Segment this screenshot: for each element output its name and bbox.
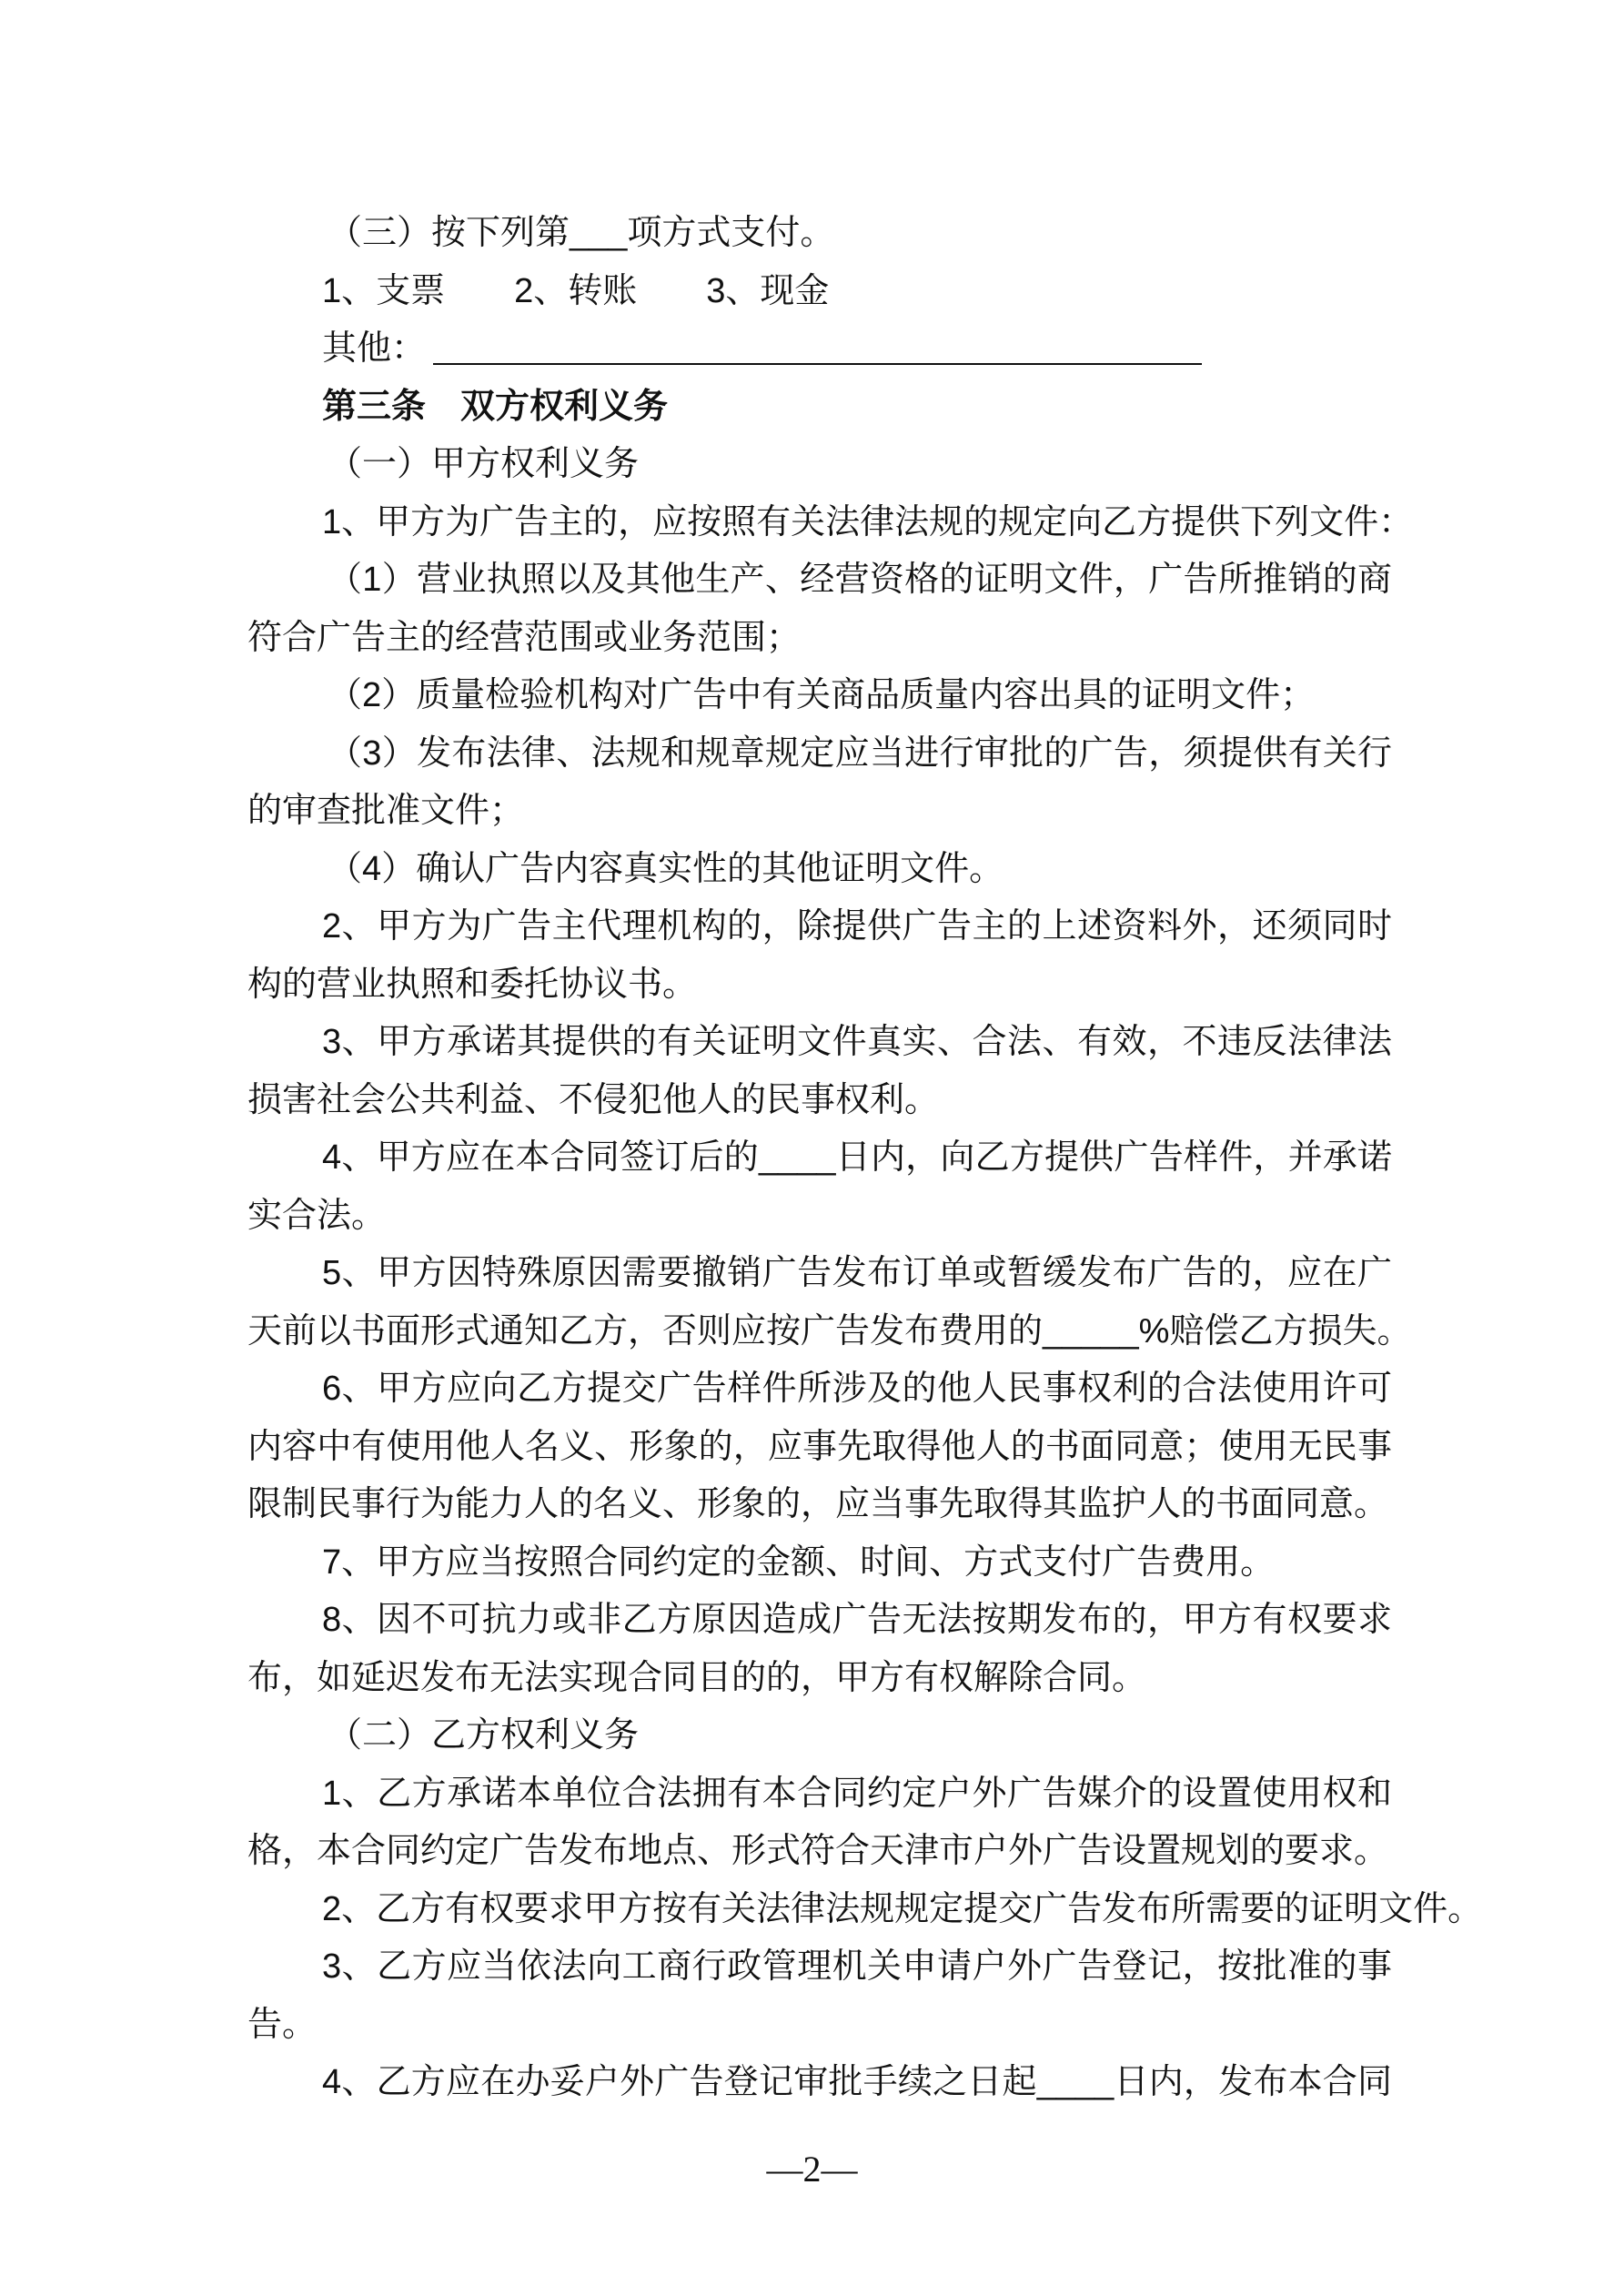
line-text: 格，本合同约定广告发布地点、形式符合天津市户外广告设置规划的要求。 xyxy=(247,1832,1389,1870)
text-line xyxy=(322,1360,1392,1418)
line-text: 内容中有使用他人名义、形象的，应事先取得他人的书面同意；使用无民事 xyxy=(247,1427,1392,1466)
text-line xyxy=(328,204,1392,262)
line-text: （一）甲方权利义务 xyxy=(328,445,640,483)
line-text: 5、甲方因特殊原因需要撤销广告发布订单或暂缓发布广告的，应在广 xyxy=(322,1254,1392,1292)
line-text: （2）质量检验机构对广告中有关商品质量内容出具的证明文件； xyxy=(328,676,1316,714)
text-line xyxy=(322,1591,1392,1649)
page-number: —2— xyxy=(766,2149,858,2190)
text-line xyxy=(328,840,1392,898)
line-text: （3）发布法律、法规和规章规定应当进行审批的广告，须提供有关行 xyxy=(328,733,1392,773)
line-text: （三）按下列第___项方式支付。 xyxy=(328,214,835,252)
text-line xyxy=(247,1996,1392,2054)
line-text: 损害社会公共利益、不侵犯他人的民事权利。 xyxy=(247,1080,940,1119)
line-text: 第三条 双方权利义务 xyxy=(322,387,669,426)
text-line xyxy=(247,609,1392,667)
section-heading xyxy=(322,378,1392,436)
line-text: 4、乙方应在办妥户外广告登记审批手续之日起____日内，发布本合同 xyxy=(322,2063,1392,2101)
text-line xyxy=(322,1128,1392,1187)
text-line xyxy=(322,1244,1392,1302)
line-text: 其他： xyxy=(322,329,427,368)
line-text: 2、乙方有权要求甲方按有关法律法规规定提交广告发布所需要的证明文件。 xyxy=(322,1889,1483,1928)
text-line xyxy=(247,1187,1392,1245)
text-line xyxy=(322,262,1392,320)
text-line xyxy=(247,1649,1392,1707)
text-line xyxy=(247,1302,1412,1360)
text-line xyxy=(328,666,1392,724)
line-text: 1、甲方为广告主的，应按照有关法律法规的规定向乙方提供下列文件： xyxy=(322,502,1414,541)
line-text: 7、甲方应当按照合同约定的金额、时间、方式支付广告费用。 xyxy=(322,1542,1276,1582)
text-line xyxy=(247,782,1392,840)
line-text: 实合法。 xyxy=(247,1196,387,1235)
line-text: 告。 xyxy=(247,2005,318,2044)
line-text: 8、因不可抗力或非乙方原因造成广告无法按期发布的，甲方有权要求 xyxy=(322,1601,1392,1639)
line-text: 构的营业执照和委托协议书。 xyxy=(247,965,698,1004)
line-text: （1）营业执照以及其他生产、经营资格的证明文件，广告所推销的商 xyxy=(328,561,1392,599)
text-line xyxy=(247,1071,1392,1129)
line-text: 布，如延迟发布无法实现合同目的的，甲方有权解除合同。 xyxy=(247,1658,1147,1697)
line-text: 天前以书面形式通知乙方，否则应按广告发布费用的_____%赔偿乙方损失。 xyxy=(247,1311,1412,1350)
text-line xyxy=(328,1706,1392,1765)
text-line xyxy=(322,1880,1483,1938)
line-text: 的审查批准文件； xyxy=(247,792,525,830)
text-line xyxy=(247,1418,1392,1476)
text-line xyxy=(328,551,1392,609)
text-line xyxy=(322,1765,1392,1823)
text-line xyxy=(322,1013,1392,1071)
text-line xyxy=(322,1937,1392,1996)
text-line xyxy=(322,897,1392,956)
text-line xyxy=(247,956,1392,1014)
line-text: （4）确认广告内容真实性的其他证明文件。 xyxy=(328,849,1004,888)
text-line xyxy=(322,493,1414,551)
text-line xyxy=(322,1533,1392,1592)
line-text: 3、甲方承诺其提供的有关证明文件真实、合法、有效，不违反法律法 xyxy=(322,1023,1392,1061)
line-text: 3、乙方应当依法向工商行政管理机关申请户外广告登记，按批准的事 xyxy=(322,1947,1392,1986)
line-text: 1、乙方承诺本单位合法拥有本合同约定户外广告媒介的设置使用权和 xyxy=(322,1774,1392,1813)
line-text: 符合广告主的经营范围或业务范围； xyxy=(247,618,802,657)
text-line xyxy=(247,1822,1392,1880)
text-line xyxy=(328,724,1392,783)
line-text: 2、甲方为广告主代理机构的，除提供广告主的上述资料外，还须同时 xyxy=(322,907,1392,946)
line-text: 4、甲方应在本合同签订后的____日内，向乙方提供广告样件，并承诺 xyxy=(322,1138,1392,1177)
line-text: 1、支票 2、转账 3、现金 xyxy=(322,271,830,310)
line-text: 限制民事行为能力人的名义、形象的，应当事先取得其监护人的书面同意。 xyxy=(247,1485,1389,1523)
text-line xyxy=(322,319,1392,378)
line-text: （二）乙方权利义务 xyxy=(328,1716,640,1755)
text-line xyxy=(322,2053,1392,2111)
fill-in-blank xyxy=(433,327,1202,365)
text-line xyxy=(328,435,1392,493)
text-line xyxy=(247,1475,1392,1533)
line-text: 6、甲方应向乙方提交广告样件所涉及的他人民事权利的合法使用许可 xyxy=(322,1370,1392,1408)
